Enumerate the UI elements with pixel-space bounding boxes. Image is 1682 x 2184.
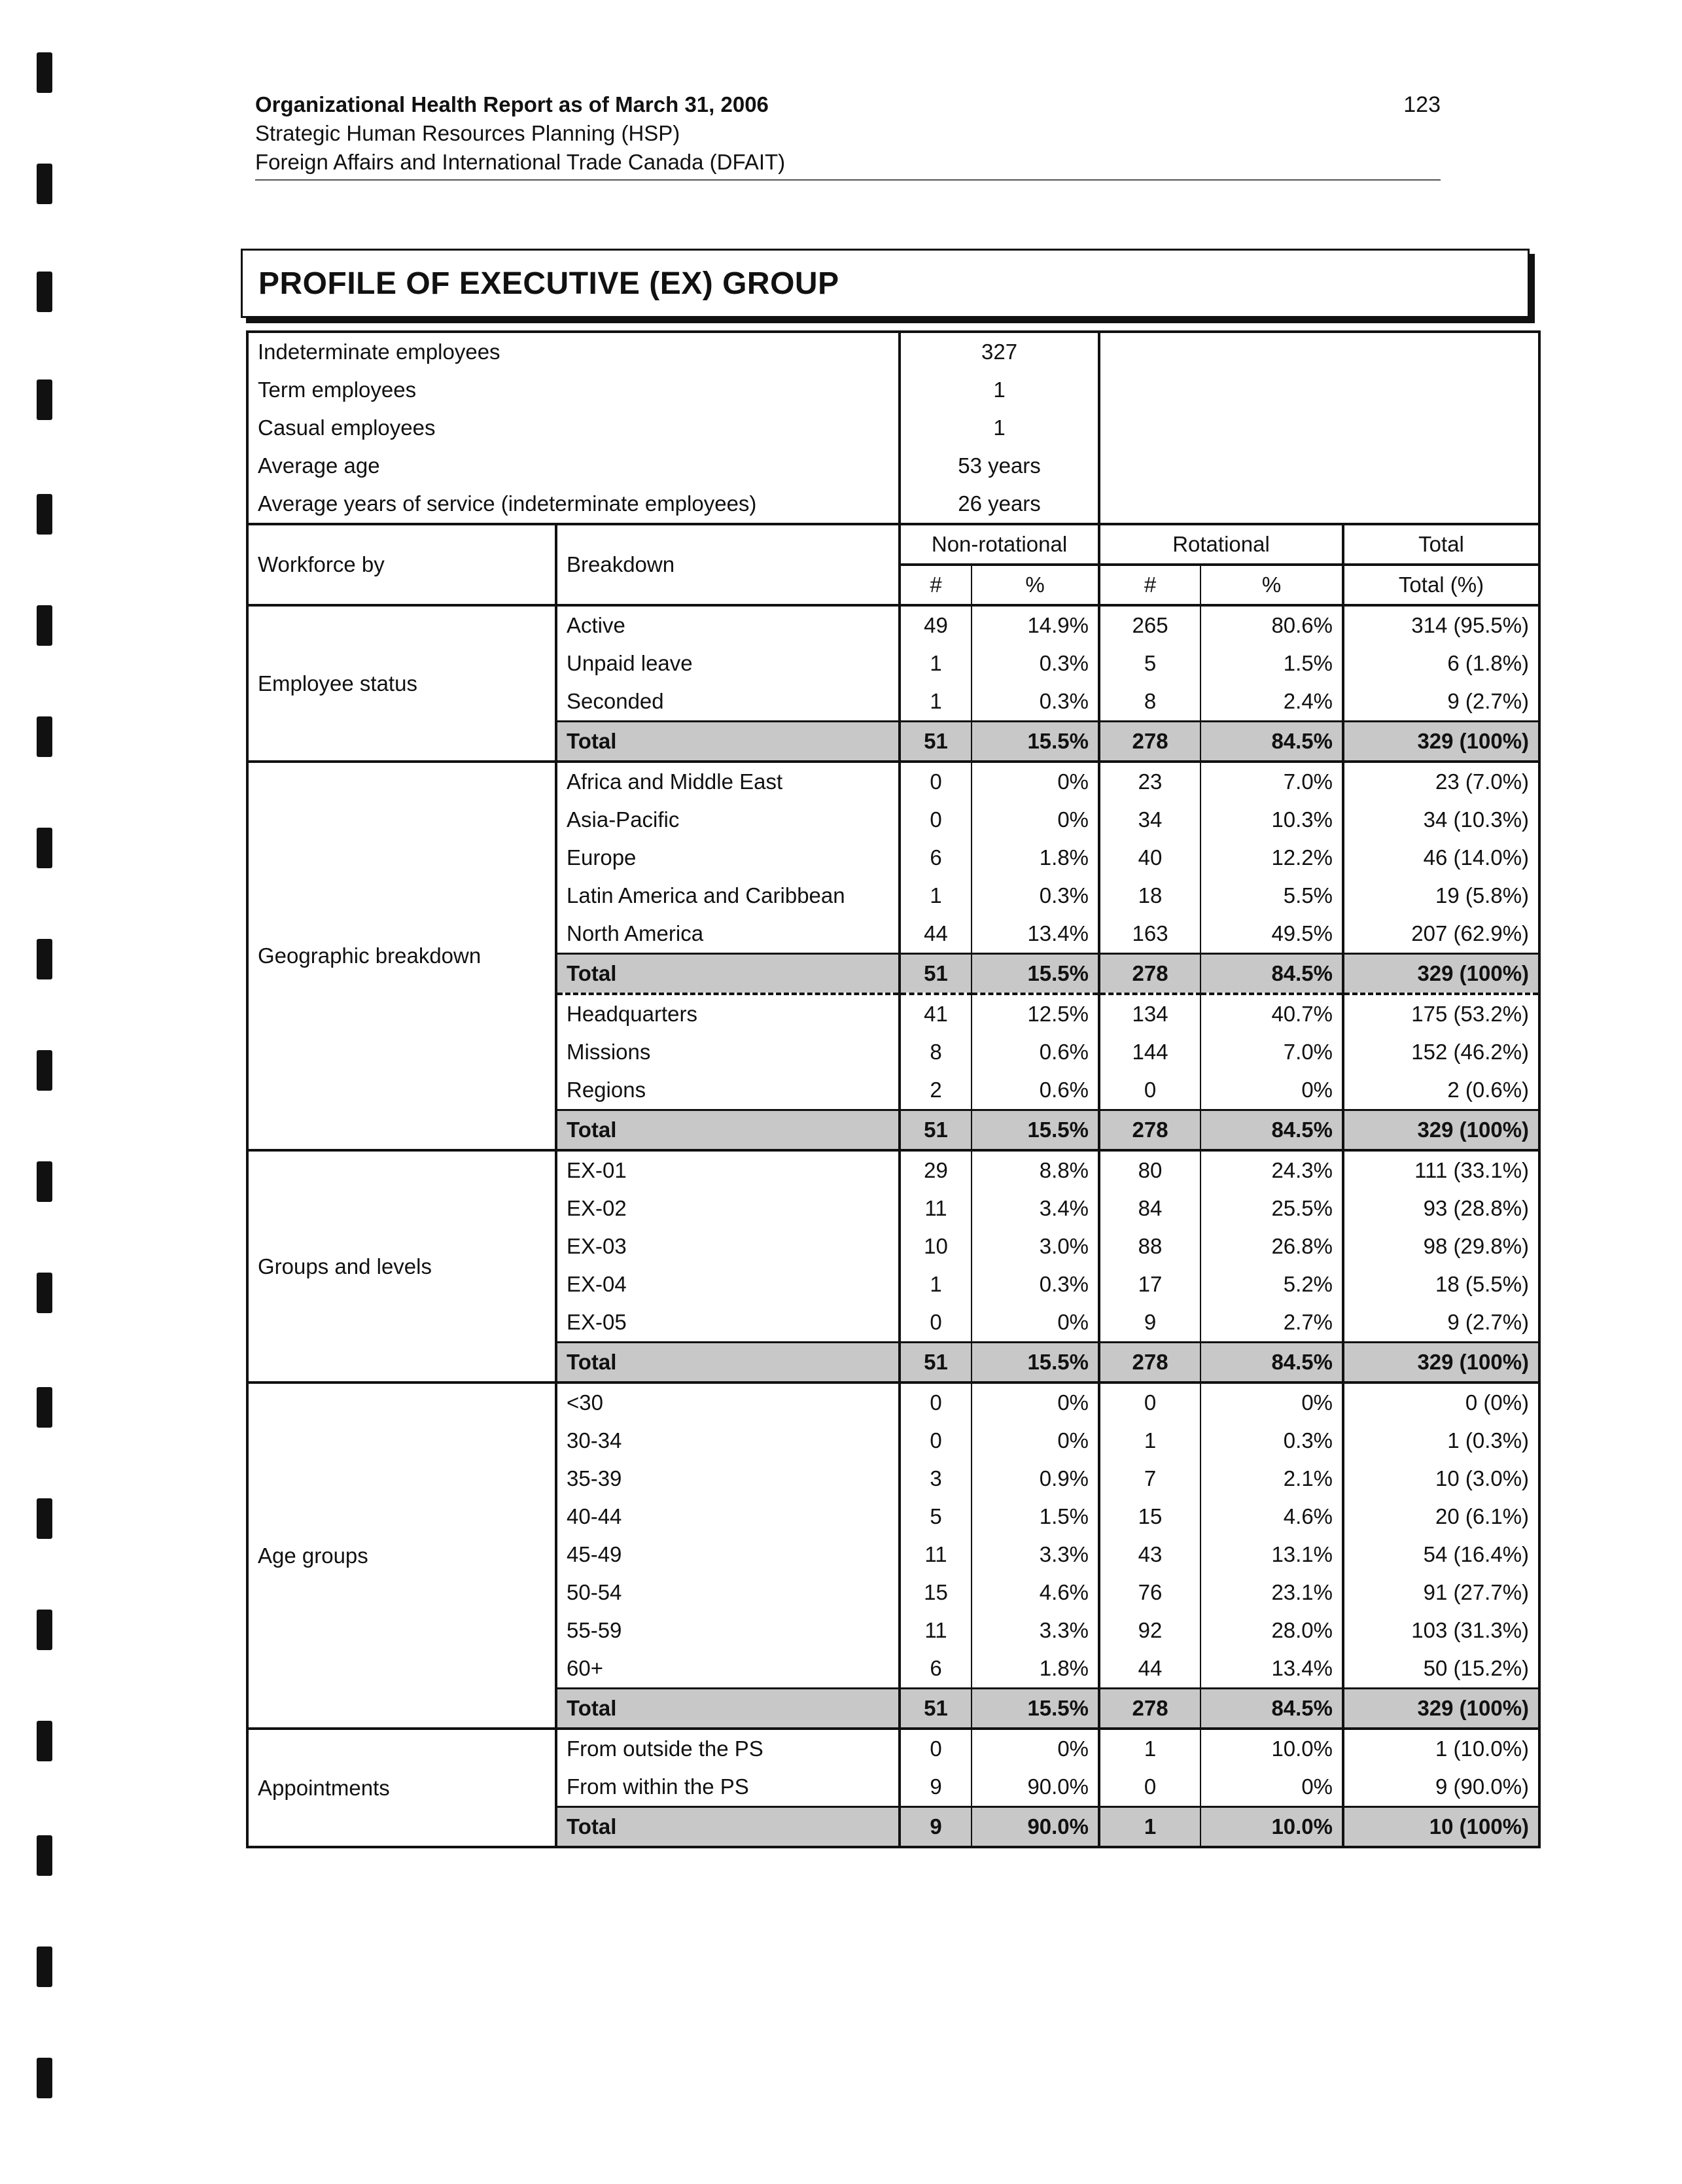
total-value: 93 (28.8%) xyxy=(1343,1189,1539,1227)
rotational-count: 134 xyxy=(1099,994,1200,1033)
rotational-count: 1 xyxy=(1099,1807,1200,1848)
header-nr-percent: % xyxy=(972,565,1099,605)
total-value: 19 (5.8%) xyxy=(1343,877,1539,915)
header-r-number: # xyxy=(1099,565,1200,605)
header-total-percent: Total (%) xyxy=(1343,565,1539,605)
breakdown-label: Unpaid leave xyxy=(556,644,900,682)
total-value: 207 (62.9%) xyxy=(1343,915,1539,954)
breakdown-label: Total xyxy=(556,1689,900,1729)
rotational-percent: 40.7% xyxy=(1200,994,1343,1033)
total-value: 329 (100%) xyxy=(1343,722,1539,762)
non-rotational-percent: 15.5% xyxy=(972,1343,1099,1383)
rotational-count: 84 xyxy=(1099,1189,1200,1227)
rotational-percent: 13.1% xyxy=(1200,1536,1343,1574)
rotational-percent: 5.2% xyxy=(1200,1265,1343,1303)
breakdown-label: Regions xyxy=(556,1071,900,1110)
summary-value: 53 years xyxy=(900,447,1099,485)
rotational-percent: 10.0% xyxy=(1200,1807,1343,1848)
non-rotational-count: 0 xyxy=(900,762,972,801)
total-value: 34 (10.3%) xyxy=(1343,801,1539,839)
non-rotational-percent: 14.9% xyxy=(972,605,1099,644)
rotational-count: 0 xyxy=(1099,1071,1200,1110)
rotational-count: 278 xyxy=(1099,1689,1200,1729)
breakdown-label: Total xyxy=(556,1343,900,1383)
table-row xyxy=(247,762,1539,801)
rotational-percent: 12.2% xyxy=(1200,839,1343,877)
total-value: 91 (27.7%) xyxy=(1343,1574,1539,1612)
rotational-count: 40 xyxy=(1099,839,1200,877)
rotational-percent: 0% xyxy=(1200,1383,1343,1422)
breakdown-label: 60+ xyxy=(556,1649,900,1689)
non-rotational-count: 8 xyxy=(900,1033,972,1071)
total-value: 314 (95.5%) xyxy=(1343,605,1539,644)
rotational-percent: 25.5% xyxy=(1200,1189,1343,1227)
non-rotational-count: 29 xyxy=(900,1150,972,1189)
page-number: 123 xyxy=(1403,92,1441,117)
non-rotational-count: 51 xyxy=(900,1689,972,1729)
non-rotational-count: 41 xyxy=(900,994,972,1033)
rotational-count: 163 xyxy=(1099,915,1200,954)
rotational-count: 278 xyxy=(1099,722,1200,762)
non-rotational-percent: 15.5% xyxy=(972,1110,1099,1151)
total-value: 10 (3.0%) xyxy=(1343,1460,1539,1498)
non-rotational-percent: 0.9% xyxy=(972,1460,1099,1498)
rotational-percent: 24.3% xyxy=(1200,1150,1343,1189)
breakdown-label: 40-44 xyxy=(556,1498,900,1536)
non-rotational-count: 0 xyxy=(900,1422,972,1460)
non-rotational-percent: 1.8% xyxy=(972,1649,1099,1689)
non-rotational-count: 0 xyxy=(900,1383,972,1422)
breakdown-label: Europe xyxy=(556,839,900,877)
rotational-count: 44 xyxy=(1099,1649,1200,1689)
rotational-count: 88 xyxy=(1099,1227,1200,1265)
rotational-count: 1 xyxy=(1099,1729,1200,1768)
summary-label: Term employees xyxy=(258,378,417,402)
total-value: 46 (14.0%) xyxy=(1343,839,1539,877)
section-title-box xyxy=(241,249,1530,318)
non-rotational-percent: 3.0% xyxy=(972,1227,1099,1265)
breakdown-label: From outside the PS xyxy=(556,1729,900,1768)
breakdown-label: Missions xyxy=(556,1033,900,1071)
non-rotational-percent: 0.3% xyxy=(972,644,1099,682)
non-rotational-percent: 12.5% xyxy=(972,994,1099,1033)
header-non-rotational: Non-rotational xyxy=(900,524,1099,565)
rotational-percent: 2.4% xyxy=(1200,682,1343,722)
non-rotational-count: 44 xyxy=(900,915,972,954)
rotational-percent: 0% xyxy=(1200,1768,1343,1807)
header-r-percent: % xyxy=(1200,565,1343,605)
ex-profile-table xyxy=(246,330,1541,1848)
header-rotational: Rotational xyxy=(1099,524,1343,565)
non-rotational-count: 11 xyxy=(900,1189,972,1227)
header-workforce-by: Workforce by xyxy=(247,524,556,605)
total-value: 9 (2.7%) xyxy=(1343,682,1539,722)
breakdown-label: EX-02 xyxy=(556,1189,900,1227)
rotational-count: 278 xyxy=(1099,954,1200,995)
rotational-count: 92 xyxy=(1099,1612,1200,1649)
non-rotational-percent: 0.3% xyxy=(972,877,1099,915)
summary-label: Average age xyxy=(258,453,380,478)
total-value: 329 (100%) xyxy=(1343,954,1539,995)
total-value: 329 (100%) xyxy=(1343,1110,1539,1151)
non-rotational-count: 51 xyxy=(900,954,972,995)
breakdown-label: Total xyxy=(556,1110,900,1151)
breakdown-label: EX-01 xyxy=(556,1150,900,1189)
rotational-percent: 80.6% xyxy=(1200,605,1343,644)
rotational-count: 278 xyxy=(1099,1343,1200,1383)
summary-label: Casual employees xyxy=(258,415,436,440)
category-label: Appointments xyxy=(247,1729,556,1847)
total-value: 329 (100%) xyxy=(1343,1343,1539,1383)
rotational-count: 7 xyxy=(1099,1460,1200,1498)
rotational-count: 0 xyxy=(1099,1383,1200,1422)
total-value: 50 (15.2%) xyxy=(1343,1649,1539,1689)
rotational-count: 17 xyxy=(1099,1265,1200,1303)
non-rotational-percent: 0.3% xyxy=(972,682,1099,722)
rotational-count: 1 xyxy=(1099,1422,1200,1460)
rotational-count: 278 xyxy=(1099,1110,1200,1151)
total-value: 2 (0.6%) xyxy=(1343,1071,1539,1110)
rotational-percent: 10.3% xyxy=(1200,801,1343,839)
header-nr-number: # xyxy=(900,565,972,605)
rotational-percent: 4.6% xyxy=(1200,1498,1343,1536)
non-rotational-percent: 1.8% xyxy=(972,839,1099,877)
summary-label: Average years of service (indeterminate employees) xyxy=(258,491,757,516)
non-rotational-percent: 0% xyxy=(972,801,1099,839)
category-label: Age groups xyxy=(247,1383,556,1729)
breakdown-label: 30-34 xyxy=(556,1422,900,1460)
rotational-percent: 0% xyxy=(1200,1071,1343,1110)
breakdown-label: <30 xyxy=(556,1383,900,1422)
non-rotational-percent: 3.4% xyxy=(972,1189,1099,1227)
report-subtitle: Strategic Human Resources Planning (HSP) xyxy=(255,121,680,145)
non-rotational-percent: 15.5% xyxy=(972,722,1099,762)
breakdown-label: Latin America and Caribbean xyxy=(556,877,900,915)
total-value: 54 (16.4%) xyxy=(1343,1536,1539,1574)
table-row xyxy=(247,1729,1539,1768)
section-title: PROFILE OF EXECUTIVE (EX) GROUP xyxy=(258,266,839,301)
rotational-percent: 26.8% xyxy=(1200,1227,1343,1265)
non-rotational-count: 15 xyxy=(900,1574,972,1612)
non-rotational-count: 9 xyxy=(900,1768,972,1807)
rotational-percent: 0.3% xyxy=(1200,1422,1343,1460)
non-rotational-count: 2 xyxy=(900,1071,972,1110)
non-rotational-count: 49 xyxy=(900,605,972,644)
summary-value: 327 xyxy=(900,332,1099,371)
breakdown-label: 55-59 xyxy=(556,1612,900,1649)
non-rotational-percent: 0% xyxy=(972,762,1099,801)
breakdown-label: EX-03 xyxy=(556,1227,900,1265)
rotational-percent: 84.5% xyxy=(1200,722,1343,762)
header-breakdown: Breakdown xyxy=(556,524,900,605)
rotational-percent: 84.5% xyxy=(1200,1343,1343,1383)
non-rotational-count: 1 xyxy=(900,1265,972,1303)
total-value: 103 (31.3%) xyxy=(1343,1612,1539,1649)
rotational-percent: 49.5% xyxy=(1200,915,1343,954)
non-rotational-percent: 3.3% xyxy=(972,1536,1099,1574)
total-value: 20 (6.1%) xyxy=(1343,1498,1539,1536)
non-rotational-percent: 4.6% xyxy=(972,1574,1099,1612)
rotational-percent: 2.7% xyxy=(1200,1303,1343,1343)
non-rotational-percent: 0% xyxy=(972,1729,1099,1768)
breakdown-label: EX-04 xyxy=(556,1265,900,1303)
breakdown-label: 50-54 xyxy=(556,1574,900,1612)
non-rotational-count: 0 xyxy=(900,1729,972,1768)
non-rotational-count: 11 xyxy=(900,1612,972,1649)
rotational-percent: 2.1% xyxy=(1200,1460,1343,1498)
summary-value: 26 years xyxy=(900,485,1099,524)
non-rotational-percent: 0.3% xyxy=(972,1265,1099,1303)
rotational-percent: 13.4% xyxy=(1200,1649,1343,1689)
total-value: 111 (33.1%) xyxy=(1343,1150,1539,1189)
non-rotational-count: 51 xyxy=(900,1343,972,1383)
rotational-count: 15 xyxy=(1099,1498,1200,1536)
non-rotational-percent: 0.6% xyxy=(972,1033,1099,1071)
non-rotational-count: 1 xyxy=(900,644,972,682)
report-header xyxy=(255,90,1441,181)
total-value: 9 (90.0%) xyxy=(1343,1768,1539,1807)
rotational-count: 0 xyxy=(1099,1768,1200,1807)
rotational-count: 5 xyxy=(1099,644,1200,682)
non-rotational-percent: 0% xyxy=(972,1303,1099,1343)
rotational-percent: 28.0% xyxy=(1200,1612,1343,1649)
rotational-percent: 1.5% xyxy=(1200,644,1343,682)
non-rotational-percent: 13.4% xyxy=(972,915,1099,954)
column-header-row xyxy=(247,524,1539,565)
non-rotational-count: 5 xyxy=(900,1498,972,1536)
breakdown-label: North America xyxy=(556,915,900,954)
rotational-percent: 7.0% xyxy=(1200,762,1343,801)
rotational-count: 76 xyxy=(1099,1574,1200,1612)
report-title: Organizational Health Report as of March 31, 2006 xyxy=(255,92,769,116)
total-value: 1 (0.3%) xyxy=(1343,1422,1539,1460)
category-label: Geographic breakdown xyxy=(247,762,556,1150)
rotational-count: 9 xyxy=(1099,1303,1200,1343)
rotational-count: 8 xyxy=(1099,682,1200,722)
non-rotational-count: 0 xyxy=(900,1303,972,1343)
rotational-count: 80 xyxy=(1099,1150,1200,1189)
total-value: 1 (10.0%) xyxy=(1343,1729,1539,1768)
header-total: Total xyxy=(1343,524,1539,565)
non-rotational-percent: 15.5% xyxy=(972,1689,1099,1729)
rotational-percent: 5.5% xyxy=(1200,877,1343,915)
non-rotational-count: 9 xyxy=(900,1807,972,1848)
category-label: Employee status xyxy=(247,605,556,762)
rotational-percent: 23.1% xyxy=(1200,1574,1343,1612)
rotational-count: 23 xyxy=(1099,762,1200,801)
table-row xyxy=(247,1150,1539,1189)
rotational-percent: 84.5% xyxy=(1200,954,1343,995)
total-value: 18 (5.5%) xyxy=(1343,1265,1539,1303)
table-row xyxy=(247,1383,1539,1422)
rotational-count: 43 xyxy=(1099,1536,1200,1574)
summary-value: 1 xyxy=(900,409,1099,447)
summary-value: 1 xyxy=(900,371,1099,409)
breakdown-label: Total xyxy=(556,954,900,995)
total-value: 175 (53.2%) xyxy=(1343,994,1539,1033)
total-value: 152 (46.2%) xyxy=(1343,1033,1539,1071)
non-rotational-percent: 90.0% xyxy=(972,1807,1099,1848)
total-value: 98 (29.8%) xyxy=(1343,1227,1539,1265)
non-rotational-percent: 1.5% xyxy=(972,1498,1099,1536)
rotational-percent: 7.0% xyxy=(1200,1033,1343,1071)
rotational-count: 265 xyxy=(1099,605,1200,644)
non-rotational-count: 51 xyxy=(900,1110,972,1151)
total-value: 329 (100%) xyxy=(1343,1689,1539,1729)
total-value: 9 (2.7%) xyxy=(1343,1303,1539,1343)
non-rotational-count: 0 xyxy=(900,801,972,839)
rotational-percent: 10.0% xyxy=(1200,1729,1343,1768)
non-rotational-percent: 0% xyxy=(972,1383,1099,1422)
non-rotational-percent: 0.6% xyxy=(972,1071,1099,1110)
total-value: 6 (1.8%) xyxy=(1343,644,1539,682)
rotational-count: 144 xyxy=(1099,1033,1200,1071)
breakdown-label: Headquarters xyxy=(556,994,900,1033)
breakdown-label: From within the PS xyxy=(556,1768,900,1807)
breakdown-label: Active xyxy=(556,605,900,644)
category-label: Groups and levels xyxy=(247,1150,556,1383)
breakdown-label: Seconded xyxy=(556,682,900,722)
breakdown-label: Total xyxy=(556,722,900,762)
non-rotational-count: 1 xyxy=(900,877,972,915)
breakdown-label: Total xyxy=(556,1807,900,1848)
rotational-count: 34 xyxy=(1099,801,1200,839)
non-rotational-count: 1 xyxy=(900,682,972,722)
breakdown-label: EX-05 xyxy=(556,1303,900,1343)
table-row xyxy=(247,605,1539,644)
summary-label: Indeterminate employees xyxy=(258,340,500,364)
rotational-percent: 84.5% xyxy=(1200,1689,1343,1729)
rotational-percent: 84.5% xyxy=(1200,1110,1343,1151)
breakdown-label: Africa and Middle East xyxy=(556,762,900,801)
non-rotational-percent: 8.8% xyxy=(972,1150,1099,1189)
non-rotational-count: 11 xyxy=(900,1536,972,1574)
non-rotational-percent: 15.5% xyxy=(972,954,1099,995)
non-rotational-percent: 3.3% xyxy=(972,1612,1099,1649)
summary-blank-area xyxy=(1099,332,1539,524)
non-rotational-count: 10 xyxy=(900,1227,972,1265)
total-value: 0 (0%) xyxy=(1343,1383,1539,1422)
breakdown-label: 45-49 xyxy=(556,1536,900,1574)
total-value: 23 (7.0%) xyxy=(1343,762,1539,801)
summary-row xyxy=(247,332,1539,371)
non-rotational-count: 3 xyxy=(900,1460,972,1498)
breakdown-label: 35-39 xyxy=(556,1460,900,1498)
report-department: Foreign Affairs and International Trade Canada (DFAIT) xyxy=(255,150,786,174)
total-value: 10 (100%) xyxy=(1343,1807,1539,1848)
rotational-count: 18 xyxy=(1099,877,1200,915)
non-rotational-percent: 0% xyxy=(972,1422,1099,1460)
non-rotational-count: 51 xyxy=(900,722,972,762)
non-rotational-count: 6 xyxy=(900,1649,972,1689)
non-rotational-percent: 90.0% xyxy=(972,1768,1099,1807)
breakdown-label: Asia-Pacific xyxy=(556,801,900,839)
non-rotational-count: 6 xyxy=(900,839,972,877)
